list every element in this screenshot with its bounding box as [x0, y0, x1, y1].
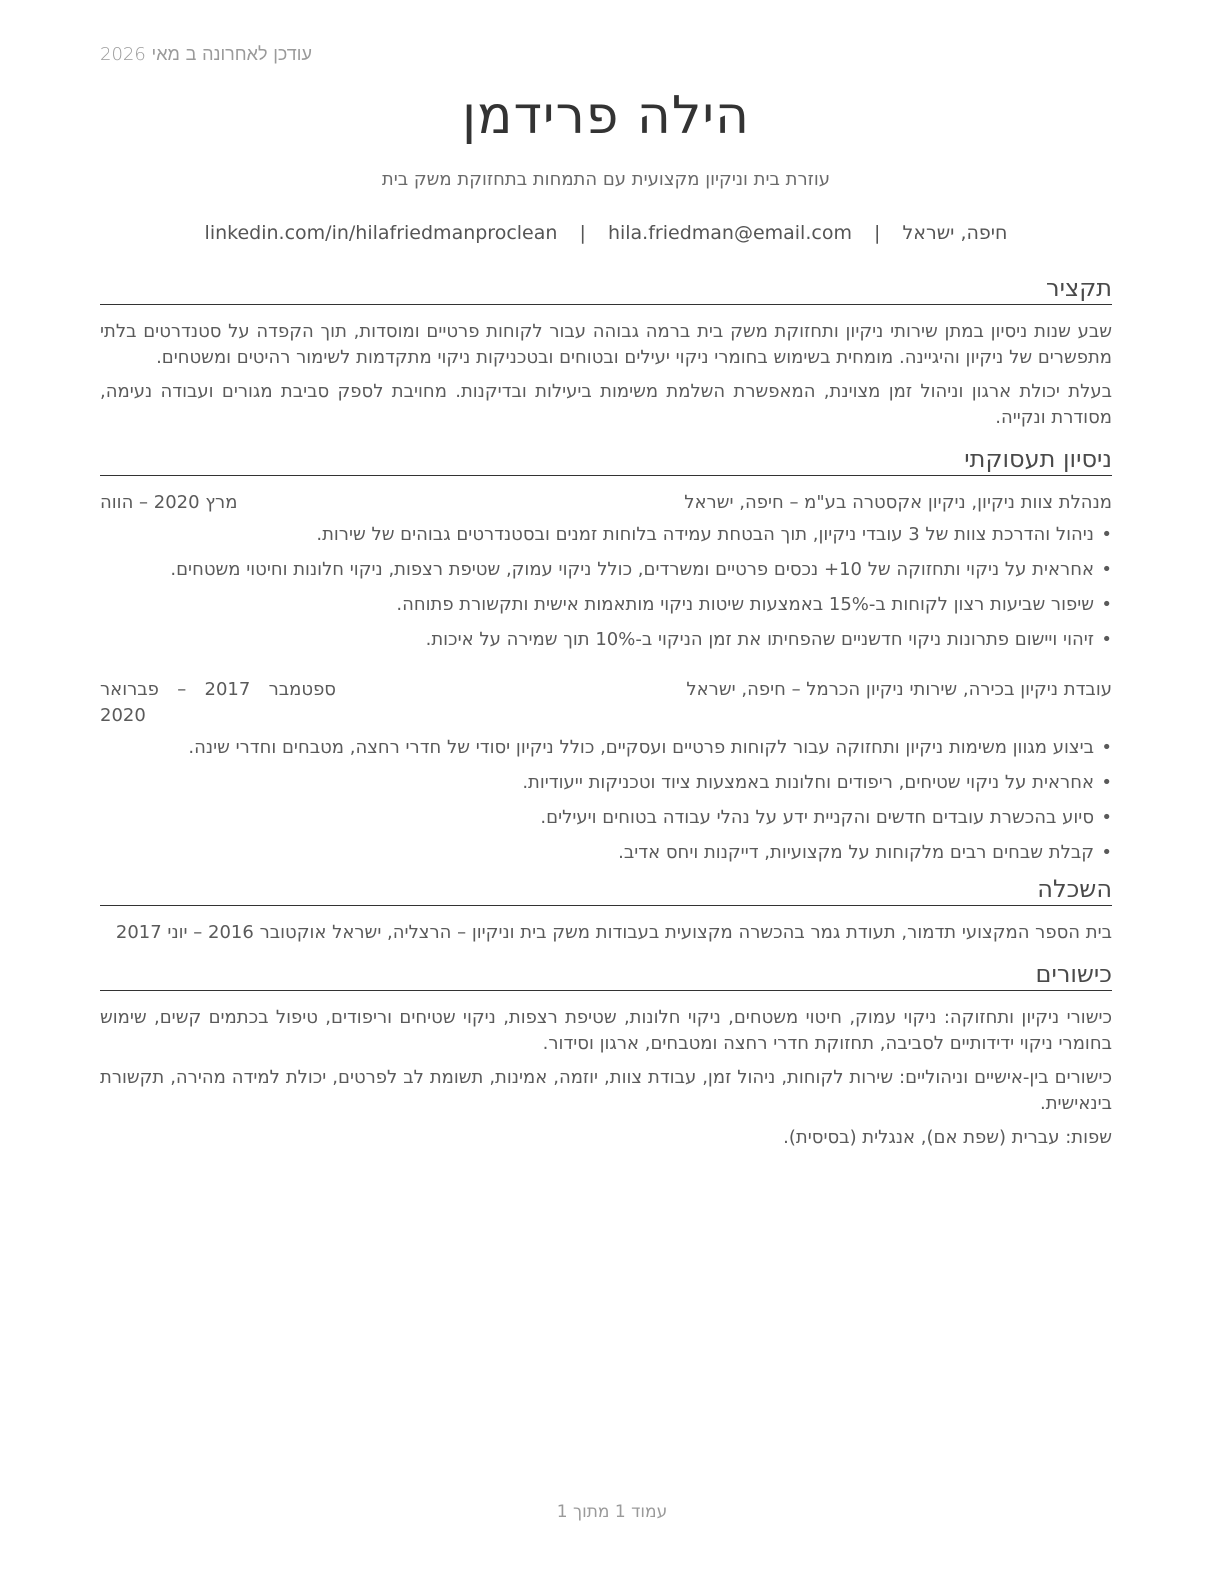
job-header	[100, 490, 1112, 516]
page-number: עמוד 1 מתוך 1	[556, 1502, 668, 1522]
job-entry	[100, 490, 1112, 653]
job-entry	[100, 677, 1112, 866]
skills-heading: כישורים	[100, 960, 1112, 991]
job-title: עובדת ניקיון בכירה, שירותי ניקיון הכרמל – חיפה, ישראל	[686, 679, 1112, 700]
bullet-icon: •	[1101, 524, 1112, 545]
job-bullet	[100, 805, 1112, 831]
job-bullet	[100, 840, 1112, 866]
bullet-text: זיהוי ויישום פתרונות ניקוי חדשניים שהפחיתו את זמן הניקוי ב-10% תוך שמירה על איכות.	[425, 629, 1094, 650]
job-bullets	[100, 522, 1112, 653]
skills-section	[100, 960, 1112, 1151]
education-heading: השכלה	[100, 875, 1112, 906]
education-section	[100, 875, 1112, 946]
bullet-icon: •	[1101, 559, 1112, 580]
bullet-text: קבלת שבחים רבים מלקוחות על מקצועיות, דייקנות ויחס אדיב.	[618, 842, 1094, 863]
bullet-icon: •	[1101, 629, 1112, 650]
job-bullet	[100, 522, 1112, 548]
summary-paragraph: שבע שנות ניסיון במתן שירותי ניקיון ותחזוקת משק בית ברמה גבוהה עבור לקוחות פרטיים ומוסדות, תוך הקפדה על סטנדרטים בלתי מתפשרים של ניקיון והיגיינה. מומחית בשימוש בחומרי ניקוי יעילים ובטוחים ובטכניקות ניקוי מתקדמות לשימור רהיטים ומשטחים.	[100, 321, 1112, 368]
job-bullet	[100, 735, 1112, 761]
resume-content	[100, 274, 1112, 1159]
experience-heading: ניסיון תעסוקתי	[100, 445, 1112, 476]
bullet-icon: •	[1101, 737, 1112, 758]
bullet-icon: •	[1101, 594, 1112, 615]
job-bullet	[100, 557, 1112, 583]
job-bullet	[100, 627, 1112, 653]
bullet-text: ניהול והדרכת צוות של 3 עובדי ניקיון, תוך הבטחת עמידה בלוחות זמנים ובסטנדרטים גבוהים של שירות.	[316, 524, 1094, 545]
skills-item: כישורי ניקיון ותחזוקה: ניקוי עמוק, חיטוי משטחים, ניקוי חלונות, שטיפת רצפות, ניקוי שטיחים וריפודים, טיפול בכתמים קשים, שימוש בחומרי ניקוי ידידותיים לסביבה, תחזוקת חדרי רחצה ומטבחים, ארגון וסידור.	[100, 1007, 1112, 1054]
bullet-text: אחראית על ניקוי שטיחים, ריפודים וחלונות באמצעות ציוד וטכניקות ייעודיות.	[522, 772, 1094, 793]
bullet-text: שיפור שביעות רצון לקוחות ב-15% באמצעות שיטות ניקוי מותאמות אישית ותקשורת פתוחה.	[396, 594, 1094, 615]
job-bullet	[100, 770, 1112, 796]
job-dates: מרץ 2020 – הווה	[100, 492, 238, 513]
bullet-text: ביצוע מגוון משימות ניקיון ותחזוקה עבור לקוחות פרטיים ועסקיים, כולל ניקיון יסודי של חדרי רחצה, מטבחים וחדרי שינה.	[188, 737, 1094, 758]
job-title: מנהלת צוות ניקיון, ניקיון אקסטרה בע"מ – חיפה, ישראל	[684, 492, 1112, 513]
bullet-text: סיוע בהכשרת עובדים חדשים והקניית ידע על נהלי עבודה בטוחים ויעילים.	[540, 807, 1094, 828]
summary-paragraph: בעלת יכולת ארגון וניהול זמן מצוינת, המאפשרת השלמת משימות ביעילות ובדיקנות. מחויבת לספק סביבת מגורים ועבודה נעימה, מסודרת ונקייה.	[100, 381, 1112, 428]
last-updated-note: עודכן לאחרונה ב מאי 2026	[100, 44, 312, 65]
bullet-icon: •	[1101, 842, 1112, 863]
candidate-name: הילה פרידמן	[462, 86, 750, 146]
summary-heading: תקציר	[100, 274, 1112, 305]
skills-item: כישורים בין-אישיים וניהוליים: שירות לקוחות, ניהול זמן, עבודת צוות, יוזמה, אמינות, תשומת לב לפרטים, יכולת למידה מהירה, תקשורת בינאישית.	[100, 1067, 1112, 1114]
contact-separator: |	[874, 222, 881, 244]
candidate-subtitle: עוזרת בית וניקיון מקצועית עם התמחות בתחזוקת משק בית	[381, 169, 831, 190]
location-text: חיפה, ישראל	[902, 222, 1008, 244]
contact-line	[100, 222, 1112, 244]
summary-section	[100, 274, 1112, 431]
experience-section	[100, 445, 1112, 866]
education-entry: בית הספר המקצועי תדמור, תעודת גמר בהכשרה מקצועית בעבודות משק בית וניקיון – הרצליה, ישראל אוקטובר 2016 – יוני 2017	[115, 922, 1112, 943]
job-bullets	[100, 735, 1112, 866]
linkedin-link[interactable]: linkedin.com/in/hilafriedmanproclean	[204, 222, 558, 244]
bullet-text: אחראית על ניקוי ותחזוקה של 10+ נכסים פרטיים ומשרדים, כולל ניקוי עמוק, שטיפת רצפות, ניקוי חלונות וחיטוי משטחים.	[170, 559, 1094, 580]
job-bullet	[100, 592, 1112, 618]
bullet-icon: •	[1101, 772, 1112, 793]
contact-separator: |	[579, 222, 586, 244]
bullet-icon: •	[1101, 807, 1112, 828]
skills-item: שפות: עברית (שפת אם), אנגלית (בסיסית).	[783, 1127, 1112, 1148]
job-header	[100, 677, 1112, 729]
email-link[interactable]: hila.friedman@email.com	[607, 222, 852, 244]
job-dates: ספטמבר 2017 – פברואר 2020	[100, 679, 336, 726]
